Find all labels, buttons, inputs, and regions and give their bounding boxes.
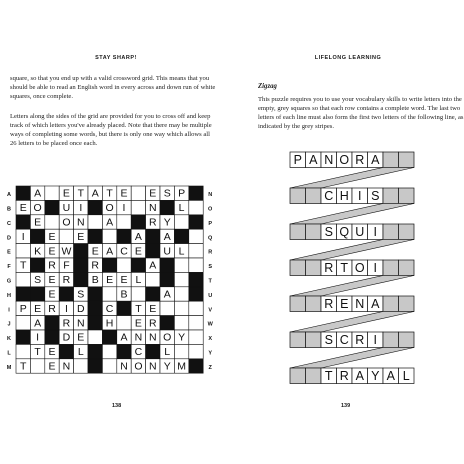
- zigzag-stripe: [290, 204, 414, 225]
- grid-letter: A: [91, 187, 99, 200]
- zigzag-letter: R: [339, 369, 349, 384]
- grid-letter: W: [61, 245, 72, 258]
- zigzag-letter: I: [358, 189, 362, 204]
- zigzag-letter: C: [324, 189, 334, 204]
- grid-letter: C: [105, 302, 114, 315]
- grid-letter: C: [134, 346, 143, 359]
- grid-letter: E: [77, 331, 85, 344]
- grid-letter: Y: [163, 360, 171, 373]
- zigzag-letter: A: [309, 153, 318, 168]
- side-letter-label[interactable]: Z: [208, 364, 212, 371]
- zigzag-letter: U: [355, 225, 365, 240]
- instructions-paragraph: Letters along the sides of the grid are provided for you to cross off and keep track of which letters you've already placed. Note that there may be multiple ways of completing some words, but there is only one way which allows all 26 letters to be placed once each.: [10, 113, 212, 148]
- zigzag-letter: Q: [339, 225, 350, 240]
- zigzag-empty-square[interactable]: [399, 152, 415, 168]
- grid-letter: D: [62, 331, 71, 344]
- row-letter-label[interactable]: M: [6, 364, 12, 371]
- zigzag-letter: O: [339, 153, 350, 168]
- intro-paragraph: square, so that you end up with a valid crossword grid. This means that you should be able to read an English word in every across and down run of white squares, once complete.: [10, 75, 216, 101]
- side-letter-label[interactable]: T: [208, 278, 212, 285]
- grid-letter: E: [134, 245, 142, 258]
- zigzag-letter: P: [293, 153, 302, 168]
- grid-letter: O: [105, 202, 114, 215]
- zigzag-empty-square[interactable]: [306, 224, 322, 240]
- grid-letter: P: [178, 187, 186, 200]
- grid-letter: S: [163, 187, 171, 200]
- row-letter-label[interactable]: A: [7, 192, 11, 199]
- grid-letter: O: [62, 216, 71, 229]
- grid-letter: P: [19, 302, 27, 315]
- grid-letter: T: [135, 302, 142, 315]
- right-page-number: 139: [341, 403, 351, 409]
- grid-letter: O: [134, 360, 143, 373]
- grid-letter: C: [120, 245, 128, 258]
- grid-letter: L: [77, 346, 84, 359]
- grid-letter: R: [48, 302, 56, 315]
- row-letter-label[interactable]: I: [8, 307, 10, 314]
- grid-letter: I: [21, 230, 25, 243]
- side-letter-label[interactable]: U: [208, 292, 213, 299]
- grid-letter: U: [163, 245, 171, 258]
- zigzag-letter: A: [386, 369, 395, 384]
- grid-letter: B: [91, 274, 99, 287]
- zigzag-letter: N: [355, 297, 365, 312]
- zigzag-empty-square[interactable]: [399, 296, 415, 312]
- zigzag-letter: A: [355, 369, 364, 384]
- grid-letter: M: [177, 360, 186, 373]
- grid-letter: A: [34, 187, 42, 200]
- grid-letter: F: [63, 259, 70, 272]
- row-letter-label[interactable]: C: [7, 220, 11, 227]
- grid-letter: E: [19, 202, 27, 215]
- zigzag-letter: T: [324, 369, 333, 384]
- side-letter-label[interactable]: P: [208, 220, 213, 227]
- side-letter-label[interactable]: V: [208, 307, 213, 314]
- grid-letter: I: [64, 302, 68, 315]
- zigzag-stripe: [290, 240, 414, 261]
- zigzag-empty-square[interactable]: [290, 224, 306, 240]
- zigzag-letter: R: [355, 153, 365, 168]
- side-letter-label[interactable]: Q: [208, 235, 213, 242]
- zigzag-letter: A: [371, 153, 380, 168]
- grid-letter: T: [19, 360, 27, 373]
- zigzag-empty-square[interactable]: [306, 260, 322, 276]
- grid-letter: N: [134, 331, 143, 344]
- grid-letter: S: [77, 288, 85, 301]
- grid-letter: N: [77, 216, 85, 229]
- zigzag-empty-square[interactable]: [290, 332, 306, 348]
- zigzag-empty-square[interactable]: [306, 188, 322, 204]
- side-letter-label[interactable]: O: [208, 206, 213, 213]
- zigzag-letter: O: [354, 261, 365, 276]
- grid-letter: I: [79, 202, 83, 215]
- grid-letter: R: [62, 317, 71, 330]
- zigzag-letter: I: [373, 261, 377, 276]
- zigzag-letter: S: [324, 333, 333, 348]
- grid-letter: L: [164, 346, 171, 359]
- zigzag-stripe: [290, 348, 414, 369]
- grid-letter: R: [149, 317, 157, 330]
- grid-letter: E: [106, 274, 114, 287]
- grid-letter: R: [149, 216, 157, 229]
- zigzag-letter: N: [324, 153, 334, 168]
- grid-letter: N: [149, 331, 157, 344]
- zigzag-empty-square[interactable]: [399, 224, 415, 240]
- zigzag-letter: S: [324, 225, 333, 240]
- grid-letter: R: [48, 259, 56, 272]
- side-letter-label[interactable]: W: [207, 321, 213, 328]
- grid-letter: A: [106, 245, 114, 258]
- grid-letter: I: [122, 202, 126, 215]
- grid-letter: N: [120, 360, 128, 373]
- zigzag-letter: E: [340, 297, 349, 312]
- grid-letter: E: [62, 187, 70, 200]
- zigzag-empty-square[interactable]: [399, 188, 415, 204]
- grid-letter: A: [34, 317, 42, 330]
- grid-letter: E: [48, 346, 56, 359]
- grid-letter: A: [120, 331, 128, 344]
- grid-letter: N: [62, 360, 71, 373]
- zigzag-letter: A: [371, 297, 380, 312]
- side-letter-label[interactable]: X: [208, 336, 213, 343]
- grid-letter: E: [34, 302, 42, 315]
- row-letter-label[interactable]: L: [7, 350, 11, 357]
- grid-letter: E: [149, 187, 157, 200]
- side-letter-label[interactable]: R: [208, 249, 213, 256]
- grid-letter: E: [48, 274, 56, 287]
- zigzag-empty-square[interactable]: [290, 260, 306, 276]
- zigzag-empty-square[interactable]: [383, 224, 399, 240]
- grid-letter: N: [149, 202, 157, 215]
- zigzag-empty-square[interactable]: [306, 368, 322, 384]
- grid-letter: B: [120, 288, 128, 301]
- grid-letter: A: [149, 259, 157, 272]
- grid-letter: E: [48, 230, 56, 243]
- grid-letter: A: [134, 230, 142, 243]
- grid-letter: T: [106, 187, 113, 200]
- grid-letter: S: [34, 274, 42, 287]
- zigzag-empty-square[interactable]: [290, 368, 306, 384]
- row-letter-label[interactable]: D: [7, 235, 11, 242]
- grid-letter: Y: [178, 331, 186, 344]
- zigzag-letter: R: [355, 333, 365, 348]
- grid-letter: E: [91, 245, 99, 258]
- grid-letter: E: [134, 317, 142, 330]
- left-page-number: 138: [112, 403, 122, 409]
- grid-letter: E: [120, 274, 128, 287]
- zigzag-letter: I: [373, 333, 377, 348]
- zigzag-letter: T: [340, 261, 349, 276]
- zigzag-letter: C: [339, 333, 349, 348]
- grid-letter: T: [19, 259, 27, 272]
- zigzag-letter: I: [373, 225, 377, 240]
- zigzag-letter: R: [324, 297, 334, 312]
- zigzag-empty-square[interactable]: [383, 296, 399, 312]
- zigzag-letter: S: [371, 189, 380, 204]
- grid-letter: L: [178, 202, 185, 215]
- grid-letter: E: [149, 302, 157, 315]
- row-letter-label[interactable]: E: [7, 249, 11, 256]
- zigzag-empty-square[interactable]: [290, 296, 306, 312]
- grid-letter: E: [48, 245, 56, 258]
- grid-letter: D: [77, 302, 85, 315]
- grid-letter: I: [36, 331, 40, 344]
- zigzag-stripe: [290, 168, 414, 189]
- zigzag-empty-square[interactable]: [306, 296, 322, 312]
- grid-letter: U: [62, 202, 71, 215]
- zigzag-letter: H: [339, 189, 349, 204]
- zigzag-instructions: This puzzle requires you to use your vocabulary skills to write letters into the empty, grey squares so that each row contains a complete word. The last two letters of each line must also form the first two letters of the following line, as indicated by the grey stripes.: [258, 96, 464, 131]
- grid-letter: R: [62, 274, 71, 287]
- zigzag-empty-square[interactable]: [383, 152, 399, 168]
- zigzag-letter: Y: [371, 369, 380, 384]
- grid-letter: A: [163, 230, 171, 243]
- row-letter-label[interactable]: B: [7, 206, 11, 213]
- grid-letter: O: [163, 331, 172, 344]
- left-page-header: STAY SHARP!: [95, 55, 137, 61]
- grid-letter: E: [48, 360, 56, 373]
- zigzag-letter: R: [324, 261, 334, 276]
- grid-letter: L: [178, 245, 185, 258]
- row-letter-label[interactable]: J: [7, 321, 11, 328]
- grid-letter: O: [33, 202, 42, 215]
- grid-letter: E: [34, 216, 42, 229]
- zigzag-empty-square[interactable]: [306, 332, 322, 348]
- grid-letter: R: [91, 259, 99, 272]
- grid-letter: N: [149, 360, 157, 373]
- grid-letter: E: [120, 187, 128, 200]
- grid-letter: A: [106, 216, 114, 229]
- grid-letter: Y: [163, 216, 171, 229]
- right-page-header: LIFELONG LEARNING: [314, 55, 382, 61]
- row-letter-label[interactable]: G: [6, 278, 12, 285]
- zigzag-stripe: [290, 312, 414, 333]
- grid-letter: A: [163, 288, 171, 301]
- side-letter-label[interactable]: N: [208, 192, 213, 199]
- zigzag-empty-square[interactable]: [383, 260, 399, 276]
- grid-letter: N: [77, 317, 85, 330]
- grid-letter: E: [48, 288, 56, 301]
- side-letter-label[interactable]: S: [208, 264, 213, 271]
- grid-letter: E: [77, 230, 85, 243]
- zigzag-empty-square[interactable]: [290, 188, 306, 204]
- grid-letter: K: [34, 245, 42, 258]
- grid-letter: T: [77, 187, 85, 200]
- zigzag-letter: L: [402, 369, 410, 384]
- zigzag-stripe: [290, 276, 414, 297]
- side-letter-label[interactable]: Y: [208, 350, 213, 357]
- row-letter-label[interactable]: K: [7, 336, 11, 343]
- grid-letter: L: [135, 274, 142, 287]
- row-letter-label[interactable]: F: [7, 264, 11, 271]
- grid-letter: T: [34, 346, 41, 359]
- zigzag-empty-square[interactable]: [383, 332, 399, 348]
- zigzag-title: Zigzag: [258, 83, 277, 90]
- row-letter-label[interactable]: H: [7, 292, 11, 299]
- zigzag-empty-square[interactable]: [399, 260, 415, 276]
- zigzag-empty-square[interactable]: [399, 332, 415, 348]
- grid-letter: H: [105, 317, 114, 330]
- zigzag-empty-square[interactable]: [383, 188, 399, 204]
